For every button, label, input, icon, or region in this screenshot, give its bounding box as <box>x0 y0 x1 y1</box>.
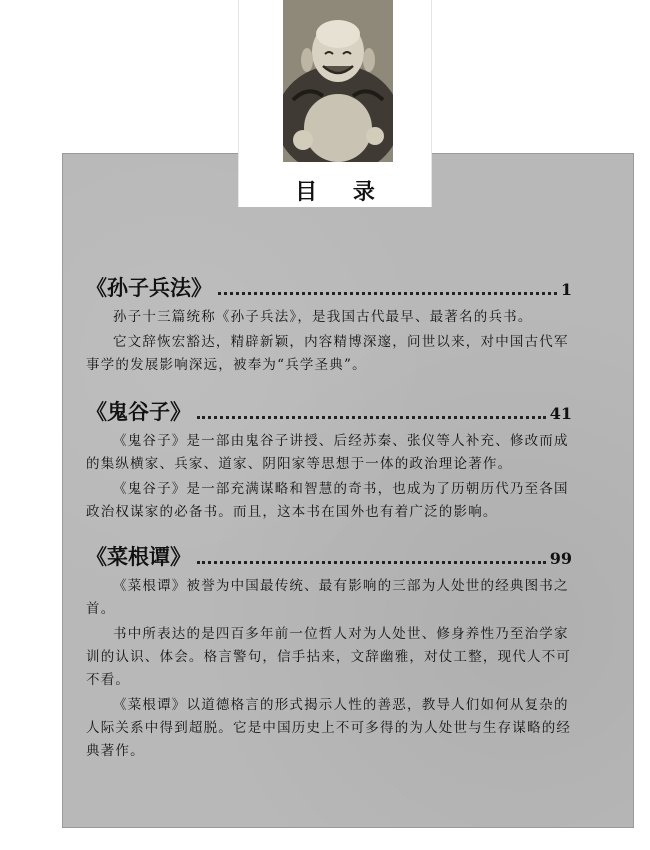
page-number: 99 <box>549 549 572 568</box>
page-number: 41 <box>549 404 572 423</box>
entry-title: 《孙子兵法》 <box>86 276 212 300</box>
entry-title: 《鬼谷子》 <box>86 400 191 424</box>
toc-entry-heading[interactable] <box>86 396 572 426</box>
entry-description: 它文辞恢宏豁达，精辟新颖，内容精博深邃，问世以来，对中国古代军事学的发展影响深远，被奉为“兵学圣典”。 <box>86 334 569 373</box>
title-card <box>238 0 432 207</box>
entry-description: 《菜根谭》以道德格言的形式揭示人性的善恶，教导人们如何从复杂的人际关系中得到超脱。它是中国历史上不可多得的为人处世与生存谋略的经典著作。 <box>86 697 572 759</box>
dot-leader <box>197 561 546 564</box>
page-number: 1 <box>560 280 572 299</box>
toc-entry-caigentan <box>86 541 572 763</box>
dot-leader <box>197 416 546 419</box>
page-title: 目 录 <box>295 179 389 205</box>
entry-title: 《菜根谭》 <box>86 545 191 569</box>
dot-leader <box>218 292 557 295</box>
toc-entry-sunzi <box>86 272 572 377</box>
entry-description: 《菜根谭》被誉为中国最传统、最有影响的三部为人处世的经典图书之首。 <box>86 578 569 617</box>
toc-entry-heading[interactable] <box>86 272 572 302</box>
entry-description: 书中所表达的是四百多年前一位哲人对为人处世、修身养性乃至治学家训的认识、体会。格言警句，信手拈来，文辞幽雅，对仗工整，现代人不可不看。 <box>86 626 572 688</box>
entry-description: 《鬼谷子》是一部充满谋略和智慧的奇书，也成为了历朝历代乃至各国政治权谋家的必备书。而且，这本书在国外也有着广泛的影响。 <box>86 481 569 520</box>
toc-entry-guiguzi <box>86 396 572 524</box>
entry-description: 孙子十三篇统称《孙子兵法》，是我国古代最早、最著名的兵书。 <box>113 309 533 325</box>
toc-entry-heading[interactable] <box>86 541 572 571</box>
entry-description: 《鬼谷子》是一部由鬼谷子讲授、后经苏秦、张仪等人补充、修改而成的集纵横家、兵家、道家、阴阳家等思想于一体的政治理论著作。 <box>86 433 569 472</box>
buddha-portrait <box>283 0 393 162</box>
